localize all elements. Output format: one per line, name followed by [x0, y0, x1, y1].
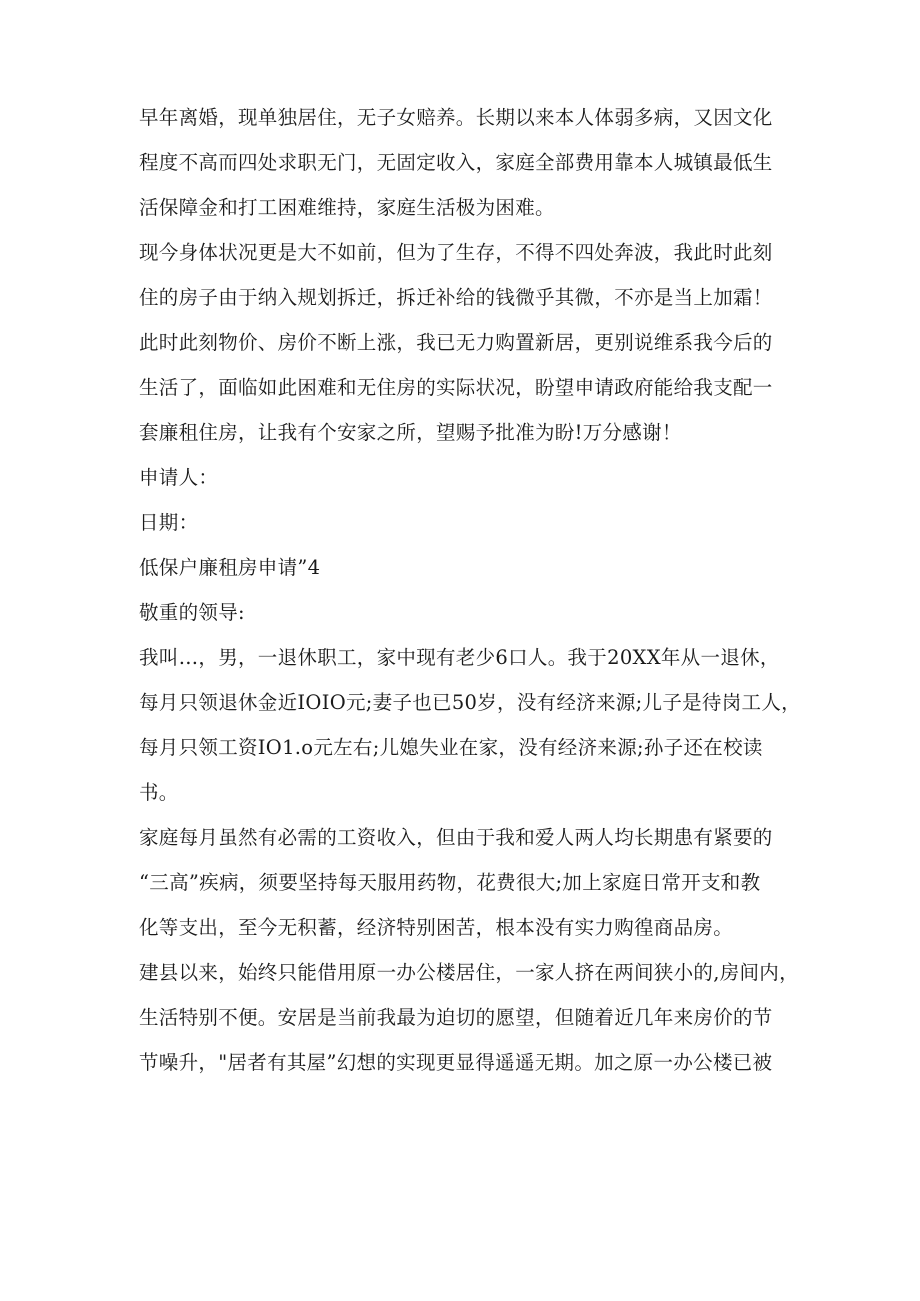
paragraph-1 — [139, 95, 789, 230]
text-line: 生活了，面临如此困难和无住房的实际状况，盼望申请政府能给我支配一 — [139, 376, 773, 399]
paragraph-4 — [139, 635, 801, 815]
text-line: 生活特别不便。安居是当前我最为迫切的愿望，但随着近几年来房价的节 — [139, 1006, 773, 1029]
paragraph-6 — [139, 950, 799, 1085]
text-line: 申请人： — [139, 466, 219, 489]
date-label — [139, 500, 789, 545]
text-line: 低保户廉租房申请”4 — [139, 556, 321, 579]
paragraph-5 — [139, 815, 789, 950]
text-line: 早年离婚，现单独居住，无子女赔养。长期以来本人体弱多病，又因文化 — [139, 106, 773, 129]
text-line: “三高”疾病，须要坚持每天服用药物，花费很大;加上家庭日常开支和教 — [139, 871, 761, 894]
section-title — [139, 545, 789, 590]
paragraph-2 — [139, 230, 789, 320]
text-line: 敬重的领导: — [139, 601, 245, 624]
text-line: 家庭每月虽然有必需的工资收入，但由于我和爱人两人均长期患有紧要的 — [139, 826, 773, 849]
text-line: 节噪升，"居者有其屋”幻想的实现更显得遥遥无期。加之原一办公楼已被 — [139, 1051, 773, 1074]
text-line: 此时此刻物价、房价不断上涨，我已无力购置新居，更别说维系我今后的 — [139, 331, 773, 354]
text-line: 每月只领工资IO1.o元左右;儿媳失业在家，没有经济来源;孙子还在校读 — [139, 736, 763, 759]
text-line: 日期： — [139, 511, 199, 534]
text-line: 我叫…，男，一退休职工，家中现有老少6口人。我于20XX年从一退休， — [139, 646, 780, 669]
text-line: 现今身体状况更是大不如前，但为了生存，不得不四处奔波，我此时此刻 — [139, 241, 773, 264]
paragraph-3 — [139, 320, 789, 455]
text-line: 住的房子由于纳入规划拆迁，拆迁补给的钱微乎其微，不亦是当上加霜！ — [139, 286, 773, 309]
text-line: 书。 — [139, 781, 179, 804]
document-body — [139, 95, 801, 1085]
text-line: 化等支出，至今无积蓄，经济特别困苦，根本没有实力购徨商品房。 — [139, 916, 734, 939]
text-line: 程度不高而四处求职无门，无固定收入，家庭全部费用靠本人城镇最低生 — [139, 151, 773, 174]
text-line: 每月只领退休金近IOIO元;妻子也已50岁，没有经济来源;儿子是待岗工人， — [139, 691, 801, 714]
applicant-label — [139, 455, 789, 500]
text-line: 建县以来，始终只能借用原一办公楼居住，一家人挤在两间狭小的,房间内， — [139, 961, 799, 984]
text-line: 活保障金和打工困难维持，家庭生活极为困难。 — [139, 196, 555, 219]
text-line: 套廉租住房，让我有个安家之所，望赐予批准为盼!万分感谢！ — [139, 421, 682, 444]
salutation — [139, 590, 789, 635]
